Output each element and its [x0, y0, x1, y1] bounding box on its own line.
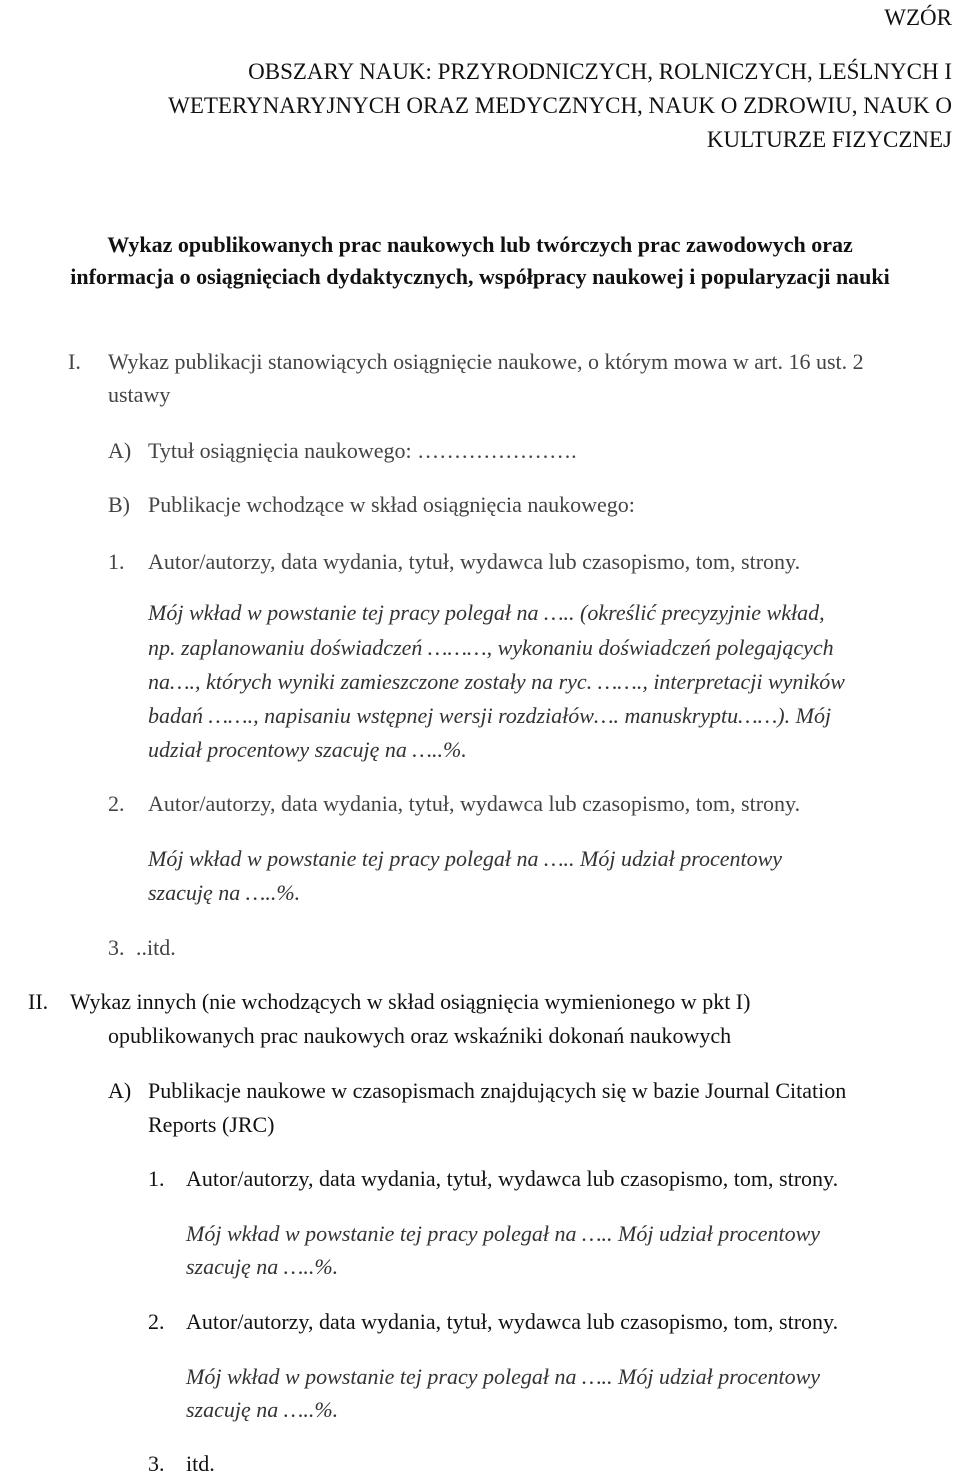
- jcr-publication-3-text: itd.: [186, 1451, 215, 1476]
- fields-title-line-3: KULTURZE FIZYCZNEJ: [706, 127, 952, 152]
- jcr-publication-3-number: 3.: [148, 1451, 165, 1476]
- publication-2-citation: Autor/autorzy, data wydania, tytuł, wydawca lub czasopismo, tom, strony.: [148, 791, 801, 816]
- publication-3-text: ..itd.: [136, 935, 176, 960]
- section-2-a-line-1: Publikacje naukowe w czasopismach znajdujących się w bazie Journal Citation: [148, 1078, 847, 1103]
- section-1-title-line-1: Wykaz publikacji stanowiących osiągnięcie naukowe, o którym mowa w art. 16 ust. 2: [108, 349, 864, 374]
- publication-3-number: 3.: [108, 935, 125, 960]
- jcr-publication-1-contribution-line-2: szacuję na …..%.: [186, 1254, 339, 1279]
- achievement-title-field: Tytuł osiągnięcia naukowego: ………………….: [148, 438, 577, 463]
- jcr-publication-2-contribution-line-2: szacuję na …..%.: [186, 1397, 339, 1422]
- publication-1-contribution-line-5: udział procentowy szacuję na …..%.: [148, 737, 467, 762]
- jcr-publication-1-contribution-line-1: Mój wkład w powstanie tej pracy polegał na ….. Mój udział procentowy: [186, 1221, 821, 1246]
- section-1-b-text: Publikacje wchodzące w skład osiągnięcia naukowego:: [148, 492, 635, 517]
- publication-2-contribution-line-1: Mój wkład w powstanie tej pracy polegał na ….. Mój udział procentowy: [148, 846, 783, 871]
- publication-1-contribution-line-4: badań ……., napisaniu wstępnej wersji rozdziałów…. manuskryptu……). Mój: [148, 703, 832, 728]
- publication-1-contribution-line-1: Mój wkład w powstanie tej pracy polegał na ….. (określić precyzyjnie wkład,: [148, 600, 825, 625]
- publication-1-contribution-line-2: np. zaplanowaniu doświadczeń ………, wykonaniu doświadczeń polegających: [148, 635, 834, 660]
- section-1-b-label: B): [108, 492, 130, 517]
- publication-1-citation: Autor/autorzy, data wydania, tytuł, wydawca lub czasopismo, tom, strony.: [148, 549, 801, 574]
- section-2-a-label: A): [108, 1078, 132, 1103]
- jcr-publication-2-number: 2.: [148, 1309, 165, 1334]
- jcr-publication-1-number: 1.: [148, 1166, 165, 1191]
- jcr-publication-2-citation: Autor/autorzy, data wydania, tytuł, wydawca lub czasopismo, tom, strony.: [186, 1309, 839, 1334]
- jcr-publication-2-contribution-line-1: Mój wkład w powstanie tej pracy polegał na ….. Mój udział procentowy: [186, 1364, 821, 1389]
- section-2-title-line-2: opublikowanych prac naukowych oraz wskaźniki dokonań naukowych: [108, 1023, 732, 1048]
- template-label: WZÓR: [884, 5, 952, 30]
- section-2-numeral: II.: [28, 989, 49, 1014]
- document-heading-line-2: informacja o osiągnięciach dydaktycznych, współpracy naukowej i popularyzacji nauki: [70, 264, 890, 289]
- publication-2-contribution-line-2: szacuję na …..%.: [148, 880, 301, 905]
- fields-title-line-1: OBSZARY NAUK: PRZYRODNICZYCH, ROLNICZYCH, LEŚLNYCH I: [248, 59, 952, 84]
- publication-1-number: 1.: [108, 549, 125, 574]
- section-2-a-line-2: Reports (JRC): [148, 1112, 275, 1137]
- document-heading-line-1: Wykaz opublikowanych prac naukowych lub twórczych prac zawodowych oraz: [107, 232, 853, 257]
- publication-2-number: 2.: [108, 791, 125, 816]
- jcr-publication-1-citation: Autor/autorzy, data wydania, tytuł, wydawca lub czasopismo, tom, strony.: [186, 1166, 839, 1191]
- section-1-title-line-2: ustawy: [108, 382, 171, 407]
- section-1-a-label: A): [108, 438, 132, 463]
- section-2-title-line-1: Wykaz innych (nie wchodzących w skład osiągnięcia wymienionego w pkt I): [70, 989, 751, 1014]
- section-1-numeral: I.: [68, 349, 81, 374]
- fields-title-line-2: WETERYNARYJNYCH ORAZ MEDYCZNYCH, NAUK O ZDROWIU, NAUK O: [168, 93, 952, 118]
- publication-1-contribution-line-3: na…., których wyniki zamieszczone zostały na ryc. ……., interpretacji wyników: [148, 669, 845, 694]
